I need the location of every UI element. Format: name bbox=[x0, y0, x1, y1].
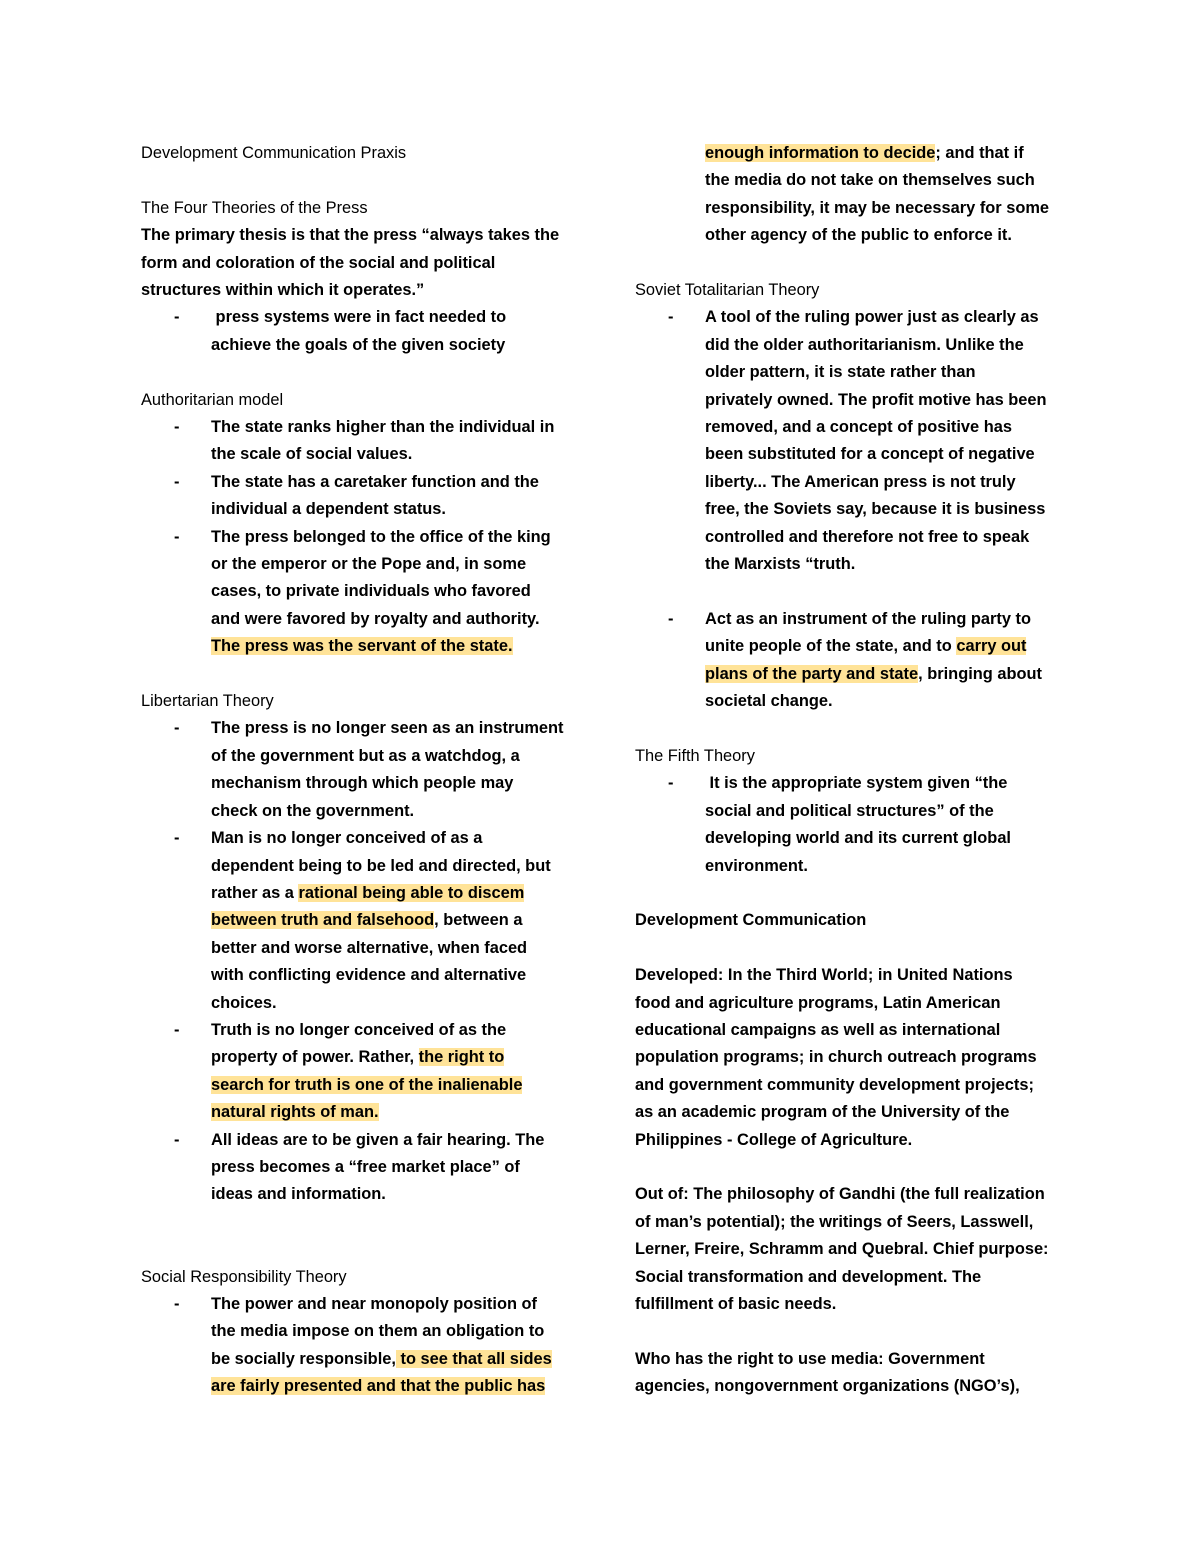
bullet-line: press becomes a “free market place” of bbox=[211, 1157, 520, 1176]
paragraph-line: food and agriculture programs, Latin American bbox=[635, 993, 1001, 1012]
bullet-line: Man is no longer conceived of as a bbox=[211, 829, 483, 848]
paragraph-line: fulfillment of basic needs. bbox=[635, 1294, 837, 1313]
bullet-dash: - bbox=[174, 308, 180, 327]
bullet-line: It is the appropriate system given “the bbox=[705, 774, 1008, 793]
bullet-line: The press belonged to the office of the king bbox=[211, 527, 551, 546]
thesis-line: form and coloration of the social and political bbox=[141, 253, 496, 272]
bullet-line: the media do not take on themselves such bbox=[705, 171, 1035, 190]
bullet-line: cases, to private individuals who favored bbox=[211, 582, 531, 601]
bullet-item bbox=[141, 304, 581, 359]
text-segment: be socially responsible, bbox=[211, 1349, 396, 1368]
paragraph-line: as an academic program of the University of the bbox=[635, 1103, 1010, 1122]
text-segment: rather as a bbox=[211, 883, 299, 902]
right-column bbox=[635, 140, 1075, 1401]
bullet-line: or the emperor or the Pope and, in some bbox=[211, 555, 527, 574]
bullet-line: achieve the goals of the given society bbox=[211, 335, 506, 354]
bullet-line: mechanism through which people may bbox=[211, 774, 514, 793]
bullet-dash: - bbox=[174, 527, 180, 546]
paragraph-line: agencies, nongovernment organizations (NGO’s), bbox=[635, 1377, 1020, 1396]
highlighted-text: natural rights of man. bbox=[211, 1103, 379, 1122]
section-heading-devcom: Development Communication bbox=[635, 911, 867, 930]
highlighted-text: are fairly presented and that the public has bbox=[211, 1377, 546, 1396]
highlighted-text: enough information to decide bbox=[705, 144, 936, 162]
bullet-item bbox=[141, 1291, 581, 1401]
highlighted-text: the right to bbox=[418, 1048, 505, 1067]
bullet-dash: - bbox=[174, 1294, 180, 1313]
bullet-line: press systems were in fact needed to bbox=[211, 308, 507, 327]
bullet-line: dependent being to be led and directed, but bbox=[211, 856, 551, 875]
paragraph-line: and government community development projects; bbox=[635, 1075, 1034, 1094]
bullet-line: The press is no longer seen as an instrument bbox=[211, 719, 564, 738]
bullet-line: other agency of the public to enforce it. bbox=[705, 226, 1012, 245]
paragraph-line: Out of: The philosophy of Gandhi (the full realization bbox=[635, 1185, 1045, 1204]
bullet-line: the scale of social values. bbox=[211, 445, 413, 464]
bullet-continuation bbox=[635, 140, 1075, 250]
bullet-dash: - bbox=[174, 1020, 180, 1039]
bullet-line: All ideas are to be given a fair hearing. The bbox=[211, 1130, 545, 1149]
bullet-line: the media impose on them an obligation to bbox=[211, 1322, 545, 1341]
bullet-line: removed, and a concept of positive has bbox=[705, 418, 1012, 437]
bullet-line: privately owned. The profit motive has been bbox=[705, 390, 1047, 409]
bullet-line: with conflicting evidence and alternative bbox=[211, 966, 527, 985]
bullet-line: Act as an instrument of the ruling party to bbox=[705, 609, 1032, 628]
thesis-line: structures within which it operates.” bbox=[141, 281, 425, 300]
bullet-item bbox=[141, 715, 581, 825]
section-heading-social-responsibility: Social Responsibility Theory bbox=[141, 1267, 347, 1286]
section-heading-soviet: Soviet Totalitarian Theory bbox=[635, 281, 820, 300]
bullet-line: free, the Soviets say, because it is business bbox=[705, 500, 1046, 519]
paragraph-line: Social transformation and development. The bbox=[635, 1267, 982, 1286]
paragraph-line: Lerner, Freire, Schramm and Quebral. Chief purpose: bbox=[635, 1240, 1049, 1259]
bullet-dash: - bbox=[174, 1130, 180, 1149]
section-heading-libertarian: Libertarian Theory bbox=[141, 692, 274, 711]
text-segment: , between a bbox=[434, 911, 523, 930]
text-segment: , bringing about bbox=[918, 664, 1042, 683]
bullet-item bbox=[635, 304, 1075, 578]
bullet-line: developing world and its current global bbox=[705, 829, 1011, 848]
bullet-line: of the government but as a watchdog, a bbox=[211, 746, 520, 765]
bullet-line: responsibility, it may be necessary for some bbox=[705, 198, 1050, 217]
text-segment: unite people of the state, and to bbox=[705, 637, 957, 656]
bullet-line: better and worse alternative, when faced bbox=[211, 938, 528, 957]
bullet-item bbox=[635, 606, 1075, 716]
bullet-line: check on the government. bbox=[211, 801, 415, 820]
bullet-dash: - bbox=[174, 829, 180, 848]
document-title: Development Communication Praxis bbox=[141, 144, 407, 162]
bullet-item bbox=[141, 524, 581, 661]
bullet-line: social and political structures” of the bbox=[705, 801, 994, 820]
bullet-item bbox=[141, 469, 581, 524]
highlighted-text: carry out bbox=[956, 637, 1027, 656]
text-segment: ; and that if bbox=[935, 144, 1024, 162]
bullet-item bbox=[141, 825, 581, 1017]
thesis-line: The primary thesis is that the press “always takes the bbox=[141, 226, 560, 245]
bullet-item bbox=[141, 1127, 581, 1209]
bullet-dash: - bbox=[668, 308, 674, 327]
paragraph-out-of bbox=[635, 1181, 1075, 1318]
bullet-dash: - bbox=[668, 774, 674, 793]
bullet-line: older pattern, it is state rather than bbox=[705, 363, 976, 382]
section-heading-four-theories: The Four Theories of the Press bbox=[141, 198, 368, 217]
highlighted-text: to see that all sides bbox=[395, 1349, 552, 1368]
paragraph-who bbox=[635, 1346, 1075, 1401]
bullet-dash: - bbox=[174, 472, 180, 491]
bullet-line: individual a dependent status. bbox=[211, 500, 446, 519]
bullet-line: The state has a caretaker function and the bbox=[211, 472, 539, 491]
paragraph-line: population programs; in church outreach programs bbox=[635, 1048, 1037, 1067]
bullet-line: The state ranks higher than the individual in bbox=[211, 418, 555, 437]
bullet-dash: - bbox=[174, 418, 180, 437]
highlighted-text: search for truth is one of the inalienable bbox=[211, 1075, 523, 1094]
bullet-line: and were favored by royalty and authority. bbox=[211, 609, 540, 628]
section-heading-fifth: The Fifth Theory bbox=[635, 746, 755, 765]
bullet-item bbox=[141, 1017, 581, 1127]
bullet-line: liberty... The American press is not truly bbox=[705, 472, 1016, 491]
text-segment: property of power. Rather, bbox=[211, 1048, 419, 1067]
bullet-line: The power and near monopoly position of bbox=[211, 1294, 537, 1313]
bullet-line: controlled and therefore not free to speak bbox=[705, 527, 1030, 546]
paragraph-line: educational campaigns as well as international bbox=[635, 1020, 1001, 1039]
bullet-line: ideas and information. bbox=[211, 1185, 386, 1204]
bullet-line: did the older authoritarianism. Unlike the bbox=[705, 335, 1024, 354]
bullet-item bbox=[635, 770, 1075, 880]
bullet-dash: - bbox=[174, 719, 180, 738]
paragraph-line: Who has the right to use media: Government bbox=[635, 1349, 985, 1368]
paragraph-line: Developed: In the Third World; in United Nations bbox=[635, 966, 1013, 985]
highlighted-text: The press was the servant of the state. bbox=[211, 637, 513, 656]
bullet-line: choices. bbox=[211, 993, 277, 1012]
paragraph-line: Philippines - College of Agriculture. bbox=[635, 1130, 913, 1149]
bullet-line: been substituted for a concept of negative bbox=[705, 445, 1035, 464]
section-heading-authoritarian: Authoritarian model bbox=[141, 390, 284, 409]
bullet-line: A tool of the ruling power just as clearly as bbox=[705, 308, 1039, 327]
left-column bbox=[141, 140, 581, 1401]
paragraph-line: of man’s potential); the writings of Seers, Lasswell, bbox=[635, 1212, 1034, 1231]
bullet-line: Truth is no longer conceived of as the bbox=[211, 1020, 507, 1039]
paragraph-developed bbox=[635, 962, 1075, 1154]
highlighted-text: between truth and falsehood bbox=[211, 911, 435, 930]
highlighted-text: rational being able to discem bbox=[298, 883, 525, 902]
bullet-line: the Marxists “truth. bbox=[705, 555, 856, 574]
highlighted-text: plans of the party and state bbox=[705, 664, 919, 683]
bullet-dash: - bbox=[668, 609, 674, 628]
bullet-item bbox=[141, 414, 581, 469]
bullet-line: societal change. bbox=[705, 692, 833, 711]
bullet-line: environment. bbox=[705, 856, 808, 875]
